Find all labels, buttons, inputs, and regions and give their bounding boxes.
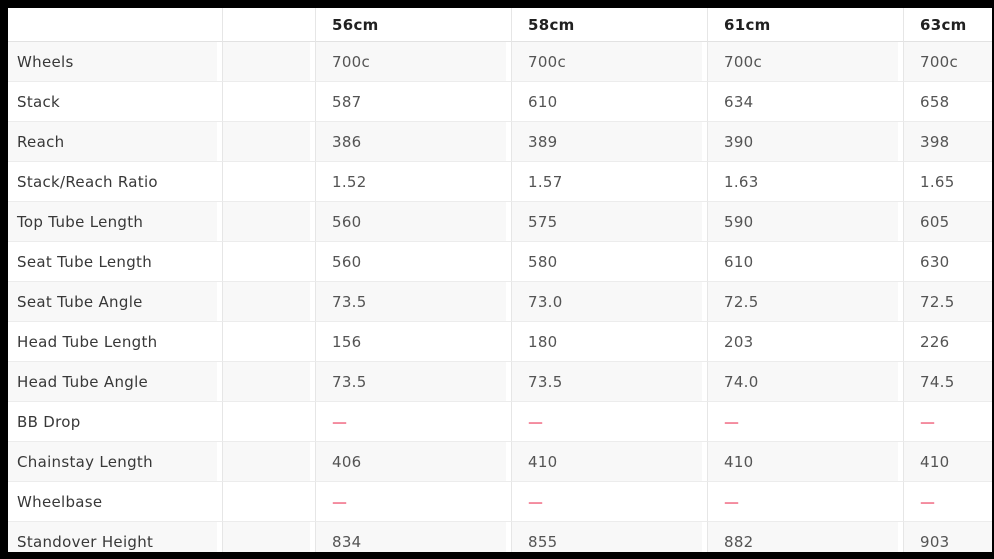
table-row [8,362,992,402]
row-spacer [222,322,315,362]
row-label: Seat Tube Angle [8,282,222,322]
row-label: Chainstay Length [8,442,222,482]
cell-value: 903 [903,522,992,552]
cell-value: 390 [707,122,903,162]
row-label: Stack/Reach Ratio [8,162,222,202]
cell-value: — [707,402,903,442]
cell-value: 410 [707,442,903,482]
header-row [8,8,992,42]
row-spacer [222,402,315,442]
table-row [8,322,992,362]
cell-value: 605 [903,202,992,242]
row-spacer [222,282,315,322]
cell-value: 406 [315,442,511,482]
row-spacer [222,162,315,202]
cell-value: 700c [511,42,707,82]
cell-value: — [511,482,707,522]
size-column-header: 58cm [511,8,707,42]
table-row [8,122,992,162]
table-row [8,202,992,242]
cell-value: 855 [511,522,707,552]
size-column-header: 63cm [903,8,992,42]
cell-value: 580 [511,242,707,282]
row-spacer [222,82,315,122]
cell-value: 658 [903,82,992,122]
row-spacer [222,522,315,552]
table-row [8,402,992,442]
cell-value: 700c [315,42,511,82]
cell-value: 634 [707,82,903,122]
cell-value: — [315,402,511,442]
cell-value: 74.5 [903,362,992,402]
row-label: Wheelbase [8,482,222,522]
cell-value: 226 [903,322,992,362]
cell-value: 1.65 [903,162,992,202]
cell-value: 630 [903,242,992,282]
cell-value: 180 [511,322,707,362]
cell-value: 203 [707,322,903,362]
cell-value: 560 [315,202,511,242]
row-spacer [222,362,315,402]
cell-value: 74.0 [707,362,903,402]
row-spacer [222,442,315,482]
cell-value: 73.5 [315,282,511,322]
cell-value: 834 [315,522,511,552]
row-spacer [222,122,315,162]
row-label: Top Tube Length [8,202,222,242]
row-spacer [222,482,315,522]
cell-value: 73.5 [315,362,511,402]
cell-value: 73.5 [511,362,707,402]
cell-value: 587 [315,82,511,122]
cell-value: 700c [903,42,992,82]
table-row [8,442,992,482]
cell-value: 610 [511,82,707,122]
table-row [8,42,992,82]
table-row [8,522,992,552]
row-label: Standover Height [8,522,222,552]
row-label: Reach [8,122,222,162]
cell-value: — [707,482,903,522]
cell-value: 398 [903,122,992,162]
geometry-table [8,8,992,552]
row-spacer [222,202,315,242]
cell-value: 72.5 [903,282,992,322]
row-label: Wheels [8,42,222,82]
row-label: Stack [8,82,222,122]
cell-value: 575 [511,202,707,242]
cell-value: — [315,482,511,522]
cell-value: 73.0 [511,282,707,322]
geometry-table-frame [8,8,992,552]
row-label: Head Tube Angle [8,362,222,402]
cell-value: 610 [707,242,903,282]
cell-value: 72.5 [707,282,903,322]
cell-value: 590 [707,202,903,242]
table-row [8,82,992,122]
cell-value: 560 [315,242,511,282]
cell-value: 1.52 [315,162,511,202]
cell-value: 410 [511,442,707,482]
table-row [8,162,992,202]
size-column-header: 56cm [315,8,511,42]
size-column-header: 61cm [707,8,903,42]
cell-value: 700c [707,42,903,82]
table-row [8,482,992,522]
cell-value: — [903,482,992,522]
table-row [8,282,992,322]
cell-value: — [903,402,992,442]
cell-value: 882 [707,522,903,552]
cell-value: 389 [511,122,707,162]
cell-value: 386 [315,122,511,162]
header-spacer-cell [222,8,315,42]
row-label: BB Drop [8,402,222,442]
row-spacer [222,42,315,82]
row-label: Seat Tube Length [8,242,222,282]
header-label-cell [8,8,222,42]
row-spacer [222,242,315,282]
cell-value: 156 [315,322,511,362]
cell-value: 410 [903,442,992,482]
row-label: Head Tube Length [8,322,222,362]
cell-value: 1.57 [511,162,707,202]
table-row [8,242,992,282]
cell-value: — [511,402,707,442]
cell-value: 1.63 [707,162,903,202]
